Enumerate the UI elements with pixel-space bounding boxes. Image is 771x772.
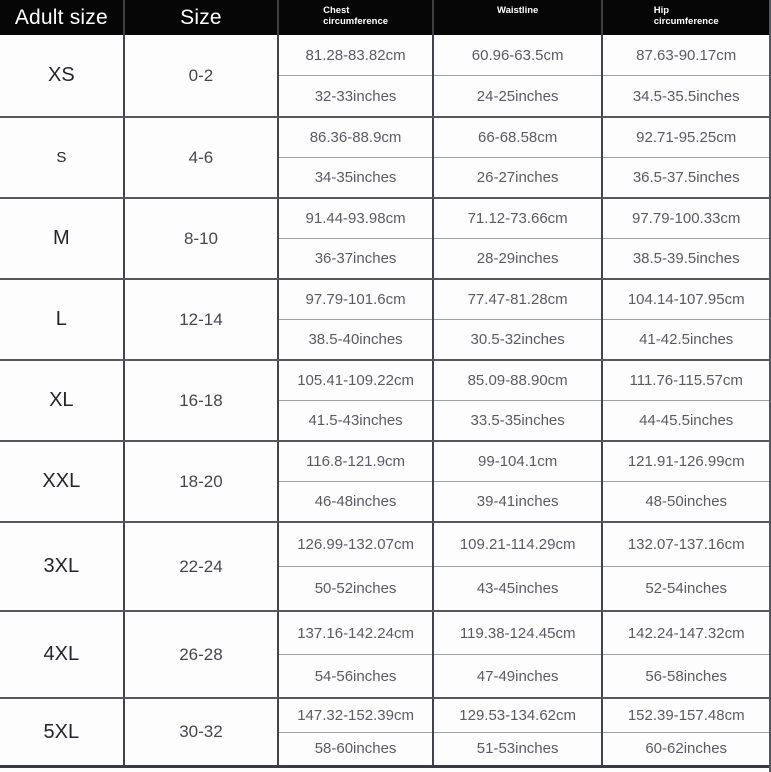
col-header-adult-size (0, 0, 123, 35)
chest-cm-cell: 86.36-88.9cm (279, 118, 432, 158)
waist-measurement-column (432, 118, 602, 197)
hip-cm-cell: 152.39-157.48cm (603, 699, 769, 733)
chest-inches-cell: 36-37inches (314, 250, 397, 267)
size-label-cell: 3XL (43, 555, 80, 577)
hip-measurement-column (601, 612, 769, 697)
chest-measurement-column (277, 442, 432, 521)
chest-measurement-column (277, 199, 432, 278)
chest-header-line1: Chest (323, 5, 350, 16)
col-header-waistline (432, 0, 602, 35)
hip-cm-cell: 92.71-95.25cm (603, 118, 769, 158)
chest-cm-cell: 97.79-101.6cm (279, 280, 432, 320)
size-range-cell: 12-14 (123, 280, 278, 359)
chest-header-line2: circumference (323, 16, 389, 27)
size-label-cell: M (53, 227, 70, 249)
waist-cm-cell: 129.53-134.62cm (434, 699, 602, 733)
waist-cm-cell: 77.47-81.28cm (434, 280, 602, 320)
waist-inches-cell: 51-53inches (476, 740, 559, 758)
waist-cm-cell: 60.96-63.5cm (434, 35, 602, 76)
waist-cm-cell: 109.21-114.29cm (434, 523, 602, 567)
chest-cm-cell: 81.28-83.82cm (279, 35, 432, 76)
chest-cm-cell: 126.99-132.07cm (279, 523, 432, 567)
chest-measurement-column (277, 280, 432, 359)
hip-measurement-column (601, 280, 769, 359)
hip-inches-cell: 56-58inches (645, 667, 728, 685)
chest-inches-cell: 58-60inches (314, 740, 397, 758)
waist-inches-cell: 30.5-32inches (470, 331, 565, 348)
waist-measurement-column (432, 699, 602, 765)
hip-inches-cell: 38.5-39.5inches (632, 250, 740, 267)
hip-inches-cell: 44-45.5inches (639, 412, 734, 429)
waist-measurement-column (432, 612, 602, 697)
hip-cm-cell: 132.07-137.16cm (603, 523, 769, 567)
chest-measurement-column (277, 612, 432, 697)
waist-inches-cell: 39-41inches (476, 493, 559, 510)
chest-measurement-column (277, 523, 432, 610)
chest-cm-cell: 116.8-121.9cm (279, 442, 432, 482)
hip-cm-cell: 121.91-126.99cm (603, 442, 769, 482)
table-row (0, 521, 769, 610)
size-label-cell: L (55, 308, 67, 330)
hip-inches-cell: 60-62inches (645, 740, 728, 758)
hip-cm-cell: 97.79-100.33cm (603, 199, 769, 239)
table-row (0, 278, 769, 359)
size-range-cell: 18-20 (123, 442, 278, 521)
table-row (0, 197, 769, 278)
size-range-cell: 8-10 (123, 199, 278, 278)
waist-cm-cell: 119.38-124.45cm (434, 612, 602, 655)
waistline-header-label: Waistline (496, 5, 539, 16)
size-label-cell: XL (49, 389, 74, 411)
size-range-cell: 22-24 (123, 523, 278, 610)
header-row (0, 0, 769, 35)
bottom-border-bar (0, 765, 769, 768)
table-row (0, 35, 769, 116)
hip-measurement-column (601, 442, 769, 521)
size-range-cell: 4-6 (123, 118, 278, 197)
waist-measurement-column (432, 199, 602, 278)
col-header-adult-size-label: Adult size (14, 5, 108, 29)
chest-cm-cell: 105.41-109.22cm (279, 361, 432, 401)
hip-inches-cell: 48-50inches (645, 493, 728, 510)
waist-measurement-column (432, 442, 602, 521)
table-row (0, 610, 769, 697)
waist-inches-cell: 28-29inches (476, 250, 559, 267)
chest-inches-cell: 54-56inches (314, 667, 397, 685)
hip-inches-cell: 36.5-37.5inches (632, 169, 740, 186)
chest-measurement-column (277, 118, 432, 197)
chest-inches-cell: 34-35inches (314, 169, 397, 186)
hip-measurement-column (601, 699, 769, 765)
col-header-size-label: Size (180, 5, 222, 29)
chest-cm-cell: 147.32-152.39cm (279, 699, 432, 733)
waist-measurement-column (432, 280, 602, 359)
size-range-cell: 26-28 (123, 612, 278, 697)
waist-inches-cell: 26-27inches (476, 169, 559, 186)
table-row (0, 697, 769, 765)
chest-inches-cell: 38.5-40inches (308, 331, 403, 348)
hip-cm-cell: 111.76-115.57cm (603, 361, 769, 401)
chest-inches-cell: 50-52inches (314, 580, 397, 597)
size-label-cell: XXL (42, 470, 81, 492)
chest-cm-cell: 137.16-142.24cm (279, 612, 432, 655)
waist-inches-cell: 43-45inches (476, 580, 559, 597)
size-range-cell: 16-18 (123, 361, 278, 440)
chest-measurement-column (277, 699, 432, 765)
size-range-cell: 0-2 (123, 35, 278, 116)
col-header-hip-circumference (601, 0, 769, 35)
size-label-cell: 5XL (43, 720, 80, 743)
chest-inches-cell: 46-48inches (314, 493, 397, 510)
waist-inches-cell: 24-25inches (476, 87, 559, 105)
hip-header-line2: circumference (653, 16, 719, 27)
chest-inches-cell: 32-33inches (314, 87, 397, 105)
chest-cm-cell: 91.44-93.98cm (279, 199, 432, 239)
hip-measurement-column (601, 35, 769, 116)
waist-cm-cell: 99-104.1cm (434, 442, 602, 482)
col-header-chest-circumference (277, 0, 432, 35)
waist-cm-cell: 71.12-73.66cm (434, 199, 602, 239)
hip-inches-cell: 34.5-35.5inches (632, 87, 740, 105)
size-label-cell: XS (47, 64, 75, 86)
hip-inches-cell: 41-42.5inches (639, 331, 734, 348)
waist-cm-cell: 66-68.58cm (434, 118, 602, 158)
size-label-cell: S (56, 149, 67, 166)
col-header-size (123, 0, 278, 35)
hip-cm-cell: 142.24-147.32cm (603, 612, 769, 655)
hip-measurement-column (601, 199, 769, 278)
waist-inches-cell: 33.5-35inches (470, 412, 565, 429)
table-body (0, 35, 769, 765)
size-label-cell: 4XL (43, 643, 80, 665)
hip-measurement-column (601, 523, 769, 610)
hip-inches-cell: 52-54inches (645, 580, 728, 597)
table-row (0, 116, 769, 197)
waist-measurement-column (432, 35, 602, 116)
waist-cm-cell: 85.09-88.90cm (434, 361, 602, 401)
size-range-cell: 30-32 (123, 699, 278, 765)
chest-measurement-column (277, 35, 432, 116)
hip-cm-cell: 87.63-90.17cm (603, 35, 769, 76)
hip-header-line1: Hip (653, 5, 670, 16)
chest-measurement-column (277, 361, 432, 440)
chest-inches-cell: 41.5-43inches (308, 412, 403, 429)
waist-measurement-column (432, 523, 602, 610)
waist-inches-cell: 47-49inches (476, 667, 559, 685)
hip-measurement-column (601, 361, 769, 440)
hip-measurement-column (601, 118, 769, 197)
table-row (0, 440, 769, 521)
table-row (0, 359, 769, 440)
waist-measurement-column (432, 361, 602, 440)
hip-cm-cell: 104.14-107.95cm (603, 280, 769, 320)
